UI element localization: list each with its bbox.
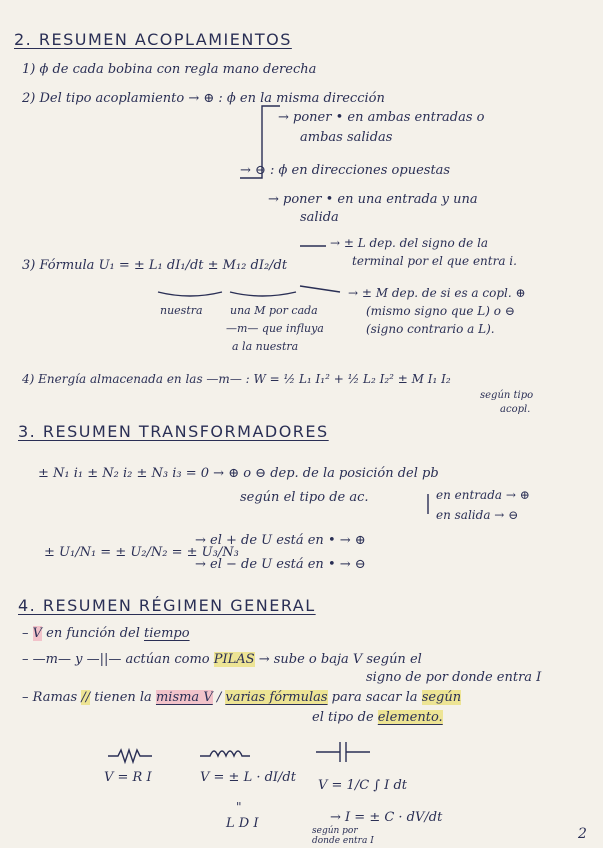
inductor-formula: V = ± L · dI/dt (200, 770, 296, 785)
general-bullet-2-cont: signo de por donde entra I (366, 670, 542, 685)
section-2-title: 2. RESUMEN ACOPLAMIENTOS (14, 30, 292, 49)
resistor-icon (108, 750, 152, 762)
general-bullet-3-i: el tipo de (312, 710, 378, 725)
acoupling-item-2-negative: → ⊖ : ϕ en direcciones opuestas (240, 163, 451, 178)
capacitor-formula: V = 1/C ∫ I dt (318, 778, 407, 793)
general-bullet-3-a: Ramas (32, 690, 82, 705)
acoupling-item-2-sub1a: → poner • en ambas entradas o (278, 110, 485, 125)
acoupling-item-2-sub2b: salida (300, 210, 339, 225)
acoupling-item-3-under2b: —m— que influya (226, 322, 324, 335)
highlight-v: V (32, 626, 43, 641)
acoupling-item-3-note2b: (mismo signo que L) o ⊖ (366, 304, 515, 318)
acoupling-item-3-under2c: a la nuestra (232, 340, 299, 353)
highlight-varias-formulas: varias fórmulas (225, 690, 328, 705)
inductor-icon (200, 751, 250, 756)
highlight-pilas: PILAS (213, 652, 255, 667)
transformer-line-2: según el tipo de ac. (240, 490, 369, 505)
resistor-formula: V = R I (104, 770, 152, 785)
transformer-note-1: → el + de U está en • → ⊕ (195, 533, 366, 548)
transformer-note-2: → el − de U está en • → ⊖ (195, 557, 366, 572)
transformer-line-2-branch2: en salida → ⊖ (436, 508, 519, 522)
general-bullet-1-time: tiempo (144, 626, 190, 641)
capacitor-current-formula: → I = ± C · dV/dt (330, 810, 443, 825)
acoupling-item-3-formula: 3) Fórmula U₁ = ± L₁ dI₁/dt ± M₁₂ dI₂/dt (22, 258, 288, 273)
acoupling-item-3-note2c: (signo contrario a L). (366, 322, 495, 336)
section-3-title: 3. RESUMEN TRANSFORMADORES (18, 422, 329, 441)
acoupling-item-1: 1) ϕ de cada bobina con regla mano derecha (22, 62, 317, 77)
acoupling-item-4-note1: según tipo (480, 390, 534, 401)
highlight-misma-v: misma V (155, 690, 213, 705)
inductor-ditto: " (236, 800, 242, 814)
general-bullet-3-e: / (212, 690, 226, 705)
highlight-parallel: // (81, 690, 91, 705)
capacitor-icon (316, 742, 370, 762)
capacitor-note-1: según por (312, 826, 358, 836)
general-bullet-3-g: para sacar la (327, 690, 422, 705)
acoupling-item-3-under1: nuestra (160, 304, 203, 317)
section-4-title: 4. RESUMEN RÉGIMEN GENERAL (18, 596, 316, 615)
general-bullet-3: – Ramas // tienen la misma V / varias fórmulas para sacar la según (22, 690, 462, 705)
general-bullet-1: – V en función del tiempo (22, 626, 190, 641)
general-bullet-2-text: —m— y —||— actúan como (32, 652, 214, 667)
transformer-line-1: ± N₁ i₁ ± N₂ i₂ ± N₃ i₃ = 0 → ⊕ o ⊖ dep. de la posición del pb (38, 466, 439, 481)
acoupling-item-3-note1a: → ± L dep. del signo de la (330, 236, 489, 250)
general-bullet-3-c: tienen la (90, 690, 156, 705)
acoupling-item-2-sub2a: → poner • en una entrada y una (268, 192, 478, 207)
acoupling-item-4-energy: 4) Energía almacenada en las —m— : W = ½ L₁ I₁² + ½ L₂ I₂² ± M I₁ I₂ (22, 372, 451, 386)
acoupling-item-4-note2: acopl. (500, 404, 531, 415)
inductor-ldi: L D I (226, 816, 259, 831)
highlight-elemento: elemento. (377, 710, 443, 725)
acoupling-item-3-note2a: → ± M dep. de si es a copl. ⊕ (348, 286, 526, 300)
acoupling-item-3-note1b: terminal por el que entra i. (352, 254, 517, 268)
transformer-line-2-branch1: en entrada → ⊕ (436, 488, 530, 502)
general-bullet-1-text: en función del (42, 626, 144, 641)
general-bullet-2: – —m— y —||— actúan como PILAS → sube o baja V según el (22, 652, 422, 667)
acoupling-item-2-sub1b: ambas salidas (300, 130, 393, 145)
capacitor-note-2: donde entra I (312, 836, 374, 846)
page-number: 2 (578, 826, 587, 842)
transformer-ratio-equation: ± U₁/N₁ = ± U₂/N₂ = ± U₃/N₃ (44, 545, 239, 560)
general-bullet-2-tail: → sube o baja V según el (254, 652, 422, 667)
acoupling-item-2: 2) Del tipo acoplamiento → ⊕ : ϕ en la misma dirección (22, 91, 385, 106)
highlight-segun: según (421, 690, 462, 705)
acoupling-item-3-under2a: una M por cada (230, 304, 318, 317)
